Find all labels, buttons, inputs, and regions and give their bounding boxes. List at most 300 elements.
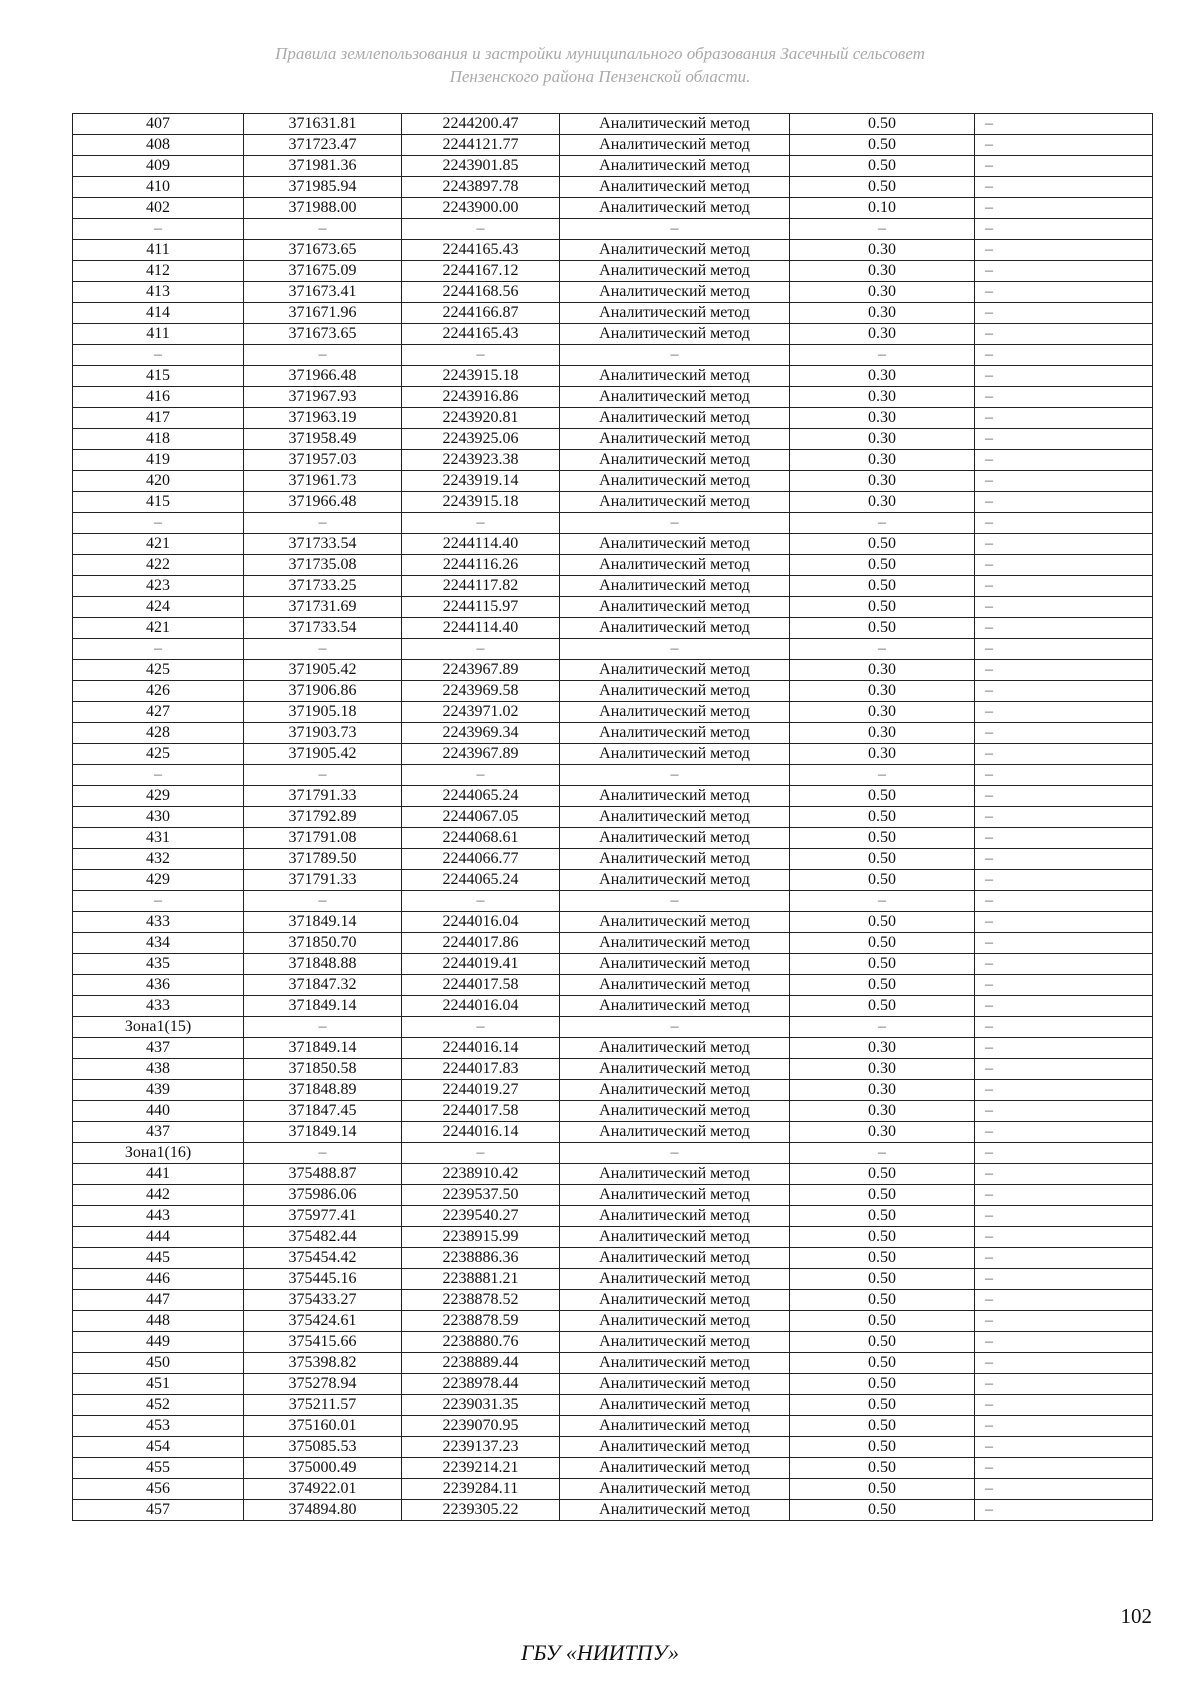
- description-cell: –: [975, 1143, 1153, 1164]
- y-coordinate-cell: 2244019.41: [402, 954, 560, 975]
- method-cell: Аналитический метод: [560, 1437, 790, 1458]
- description-cell: –: [975, 534, 1153, 555]
- description-cell: –: [975, 345, 1153, 366]
- point-number-cell: –: [73, 639, 244, 660]
- table-row: [73, 1458, 1153, 1479]
- y-coordinate-cell: 2244115.97: [402, 597, 560, 618]
- method-cell: Аналитический метод: [560, 1248, 790, 1269]
- method-cell: Аналитический метод: [560, 1458, 790, 1479]
- point-number-cell: 446: [73, 1269, 244, 1290]
- method-cell: Аналитический метод: [560, 744, 790, 765]
- x-coordinate-cell: 371849.14: [244, 996, 402, 1017]
- point-number-cell: 433: [73, 912, 244, 933]
- table-row: [73, 1164, 1153, 1185]
- description-cell: –: [975, 744, 1153, 765]
- precision-cell: 0.50: [790, 1269, 975, 1290]
- x-coordinate-cell: 371671.96: [244, 303, 402, 324]
- method-cell: Аналитический метод: [560, 597, 790, 618]
- precision-cell: 0.30: [790, 1038, 975, 1059]
- x-coordinate-cell: 374894.80: [244, 1500, 402, 1521]
- point-number-cell: 410: [73, 177, 244, 198]
- x-coordinate-cell: 371847.45: [244, 1101, 402, 1122]
- table-row: [73, 408, 1153, 429]
- description-cell: –: [975, 282, 1153, 303]
- y-coordinate-cell: 2244117.82: [402, 576, 560, 597]
- table-row: [73, 387, 1153, 408]
- method-cell: Аналитический метод: [560, 1206, 790, 1227]
- y-coordinate-cell: 2238878.59: [402, 1311, 560, 1332]
- description-cell: –: [975, 1500, 1153, 1521]
- point-number-cell: 442: [73, 1185, 244, 1206]
- point-number-cell: 440: [73, 1101, 244, 1122]
- description-cell: –: [975, 1374, 1153, 1395]
- y-coordinate-cell: 2244168.56: [402, 282, 560, 303]
- precision-cell: 0.50: [790, 1185, 975, 1206]
- point-number-cell: 408: [73, 135, 244, 156]
- precision-cell: 0.50: [790, 912, 975, 933]
- point-number-cell: 432: [73, 849, 244, 870]
- description-cell: –: [975, 387, 1153, 408]
- table-row: [73, 1227, 1153, 1248]
- header-line-2: Пензенского района Пензенской области.: [449, 67, 751, 86]
- precision-cell: 0.30: [790, 387, 975, 408]
- x-coordinate-cell: 371847.32: [244, 975, 402, 996]
- y-coordinate-cell: 2239540.27: [402, 1206, 560, 1227]
- description-cell: –: [975, 660, 1153, 681]
- y-coordinate-cell: 2244165.43: [402, 240, 560, 261]
- table-row: [73, 1290, 1153, 1311]
- table-row: [73, 261, 1153, 282]
- method-cell: Аналитический метод: [560, 576, 790, 597]
- x-coordinate-cell: 371957.03: [244, 450, 402, 471]
- description-cell: –: [975, 975, 1153, 996]
- method-cell: Аналитический метод: [560, 534, 790, 555]
- y-coordinate-cell: 2238889.44: [402, 1353, 560, 1374]
- table-row: [73, 891, 1153, 912]
- method-cell: Аналитический метод: [560, 366, 790, 387]
- precision-cell: 0.30: [790, 450, 975, 471]
- y-coordinate-cell: 2244121.77: [402, 135, 560, 156]
- table-row: [73, 492, 1153, 513]
- header-line-1: Правила землепользования и застройки муниципального образования Засечный сельсовет: [275, 44, 925, 63]
- description-cell: –: [975, 555, 1153, 576]
- method-cell: Аналитический метод: [560, 870, 790, 891]
- table-row: [73, 1017, 1153, 1038]
- point-number-cell: 451: [73, 1374, 244, 1395]
- y-coordinate-cell: 2239305.22: [402, 1500, 560, 1521]
- method-cell: Аналитический метод: [560, 786, 790, 807]
- description-cell: –: [975, 429, 1153, 450]
- x-coordinate-cell: 371723.47: [244, 135, 402, 156]
- x-coordinate-cell: 371849.14: [244, 1038, 402, 1059]
- y-coordinate-cell: 2244067.05: [402, 807, 560, 828]
- method-cell: –: [560, 513, 790, 534]
- method-cell: Аналитический метод: [560, 996, 790, 1017]
- y-coordinate-cell: 2239137.23: [402, 1437, 560, 1458]
- x-coordinate-cell: 375977.41: [244, 1206, 402, 1227]
- table-row: [73, 555, 1153, 576]
- y-coordinate-cell: 2238881.21: [402, 1269, 560, 1290]
- y-coordinate-cell: 2244165.43: [402, 324, 560, 345]
- x-coordinate-cell: 371988.00: [244, 198, 402, 219]
- y-coordinate-cell: 2239537.50: [402, 1185, 560, 1206]
- x-coordinate-cell: 375211.57: [244, 1395, 402, 1416]
- y-coordinate-cell: 2244116.26: [402, 555, 560, 576]
- x-coordinate-cell: 371849.14: [244, 912, 402, 933]
- precision-cell: 0.30: [790, 723, 975, 744]
- method-cell: Аналитический метод: [560, 702, 790, 723]
- table-row: [73, 450, 1153, 471]
- y-coordinate-cell: 2244016.04: [402, 912, 560, 933]
- method-cell: –: [560, 1143, 790, 1164]
- y-coordinate-cell: 2244017.58: [402, 1101, 560, 1122]
- precision-cell: 0.50: [790, 1395, 975, 1416]
- y-coordinate-cell: 2238880.76: [402, 1332, 560, 1353]
- description-cell: –: [975, 513, 1153, 534]
- method-cell: Аналитический метод: [560, 282, 790, 303]
- table-row: [73, 849, 1153, 870]
- point-number-cell: 433: [73, 996, 244, 1017]
- method-cell: Аналитический метод: [560, 198, 790, 219]
- point-number-cell: 424: [73, 597, 244, 618]
- table-row: [73, 1206, 1153, 1227]
- x-coordinate-cell: –: [244, 345, 402, 366]
- y-coordinate-cell: –: [402, 513, 560, 534]
- y-coordinate-cell: –: [402, 891, 560, 912]
- point-number-cell: 450: [73, 1353, 244, 1374]
- y-coordinate-cell: 2239070.95: [402, 1416, 560, 1437]
- method-cell: Аналитический метод: [560, 1416, 790, 1437]
- y-coordinate-cell: 2239284.11: [402, 1479, 560, 1500]
- x-coordinate-cell: 371733.25: [244, 576, 402, 597]
- point-number-cell: 434: [73, 933, 244, 954]
- description-cell: –: [975, 891, 1153, 912]
- y-coordinate-cell: –: [402, 639, 560, 660]
- table-row: [73, 744, 1153, 765]
- precision-cell: 0.50: [790, 534, 975, 555]
- description-cell: –: [975, 1269, 1153, 1290]
- x-coordinate-cell: –: [244, 219, 402, 240]
- y-coordinate-cell: –: [402, 765, 560, 786]
- point-number-cell: 439: [73, 1080, 244, 1101]
- description-cell: –: [975, 1311, 1153, 1332]
- precision-cell: 0.50: [790, 1227, 975, 1248]
- x-coordinate-cell: –: [244, 765, 402, 786]
- y-coordinate-cell: 2243897.78: [402, 177, 560, 198]
- x-coordinate-cell: 375433.27: [244, 1290, 402, 1311]
- x-coordinate-cell: 371848.89: [244, 1080, 402, 1101]
- y-coordinate-cell: 2244016.04: [402, 996, 560, 1017]
- x-coordinate-cell: 375415.66: [244, 1332, 402, 1353]
- description-cell: –: [975, 1038, 1153, 1059]
- x-coordinate-cell: 371733.54: [244, 618, 402, 639]
- description-cell: –: [975, 1101, 1153, 1122]
- table-row: [73, 1479, 1153, 1500]
- y-coordinate-cell: 2244065.24: [402, 786, 560, 807]
- y-coordinate-cell: 2244114.40: [402, 534, 560, 555]
- description-cell: –: [975, 681, 1153, 702]
- precision-cell: 0.30: [790, 471, 975, 492]
- y-coordinate-cell: 2243919.14: [402, 471, 560, 492]
- x-coordinate-cell: 371966.48: [244, 366, 402, 387]
- description-cell: –: [975, 1437, 1153, 1458]
- point-number-cell: 437: [73, 1038, 244, 1059]
- x-coordinate-cell: 371966.48: [244, 492, 402, 513]
- precision-cell: 0.30: [790, 261, 975, 282]
- point-number-cell: –: [73, 219, 244, 240]
- point-number-cell: 428: [73, 723, 244, 744]
- table-row: [73, 1101, 1153, 1122]
- method-cell: –: [560, 219, 790, 240]
- point-number-cell: 412: [73, 261, 244, 282]
- method-cell: Аналитический метод: [560, 1290, 790, 1311]
- document-header: [0, 42, 1200, 88]
- x-coordinate-cell: 371967.93: [244, 387, 402, 408]
- y-coordinate-cell: 2244017.86: [402, 933, 560, 954]
- method-cell: Аналитический метод: [560, 828, 790, 849]
- table-row: [73, 429, 1153, 450]
- y-coordinate-cell: 2238878.52: [402, 1290, 560, 1311]
- table-row: [73, 996, 1153, 1017]
- point-number-cell: –: [73, 765, 244, 786]
- description-cell: –: [975, 1290, 1153, 1311]
- point-number-cell: 429: [73, 786, 244, 807]
- method-cell: Аналитический метод: [560, 1500, 790, 1521]
- point-number-cell: 436: [73, 975, 244, 996]
- description-cell: –: [975, 870, 1153, 891]
- precision-cell: –: [790, 345, 975, 366]
- table-row: [73, 114, 1153, 135]
- table-row: [73, 702, 1153, 723]
- table-row: [73, 534, 1153, 555]
- table-row: [73, 1269, 1153, 1290]
- precision-cell: 0.50: [790, 975, 975, 996]
- precision-cell: 0.50: [790, 156, 975, 177]
- precision-cell: 0.50: [790, 1164, 975, 1185]
- description-cell: –: [975, 1164, 1153, 1185]
- method-cell: Аналитический метод: [560, 1353, 790, 1374]
- method-cell: Аналитический метод: [560, 387, 790, 408]
- y-coordinate-cell: 2244167.12: [402, 261, 560, 282]
- method-cell: Аналитический метод: [560, 492, 790, 513]
- y-coordinate-cell: 2244019.27: [402, 1080, 560, 1101]
- table-row: [73, 618, 1153, 639]
- x-coordinate-cell: 371789.50: [244, 849, 402, 870]
- description-cell: –: [975, 408, 1153, 429]
- y-coordinate-cell: 2244066.77: [402, 849, 560, 870]
- precision-cell: 0.30: [790, 660, 975, 681]
- point-number-cell: 449: [73, 1332, 244, 1353]
- x-coordinate-cell: 375278.94: [244, 1374, 402, 1395]
- x-coordinate-cell: 375482.44: [244, 1227, 402, 1248]
- table-row: [73, 639, 1153, 660]
- x-coordinate-cell: 375454.42: [244, 1248, 402, 1269]
- method-cell: Аналитический метод: [560, 912, 790, 933]
- table-row: [73, 576, 1153, 597]
- method-cell: Аналитический метод: [560, 1395, 790, 1416]
- description-cell: –: [975, 1353, 1153, 1374]
- y-coordinate-cell: 2243967.89: [402, 660, 560, 681]
- description-cell: –: [975, 114, 1153, 135]
- method-cell: Аналитический метод: [560, 618, 790, 639]
- method-cell: Аналитический метод: [560, 975, 790, 996]
- table-row: [73, 975, 1153, 996]
- method-cell: Аналитический метод: [560, 723, 790, 744]
- precision-cell: 0.50: [790, 576, 975, 597]
- description-cell: –: [975, 1248, 1153, 1269]
- point-number-cell: 454: [73, 1437, 244, 1458]
- method-cell: Аналитический метод: [560, 429, 790, 450]
- method-cell: Аналитический метод: [560, 660, 790, 681]
- point-number-cell: 419: [73, 450, 244, 471]
- description-cell: –: [975, 156, 1153, 177]
- x-coordinate-cell: 371905.18: [244, 702, 402, 723]
- table-row: [73, 765, 1153, 786]
- point-number-cell: 456: [73, 1479, 244, 1500]
- method-cell: Аналитический метод: [560, 156, 790, 177]
- description-cell: –: [975, 849, 1153, 870]
- precision-cell: 0.30: [790, 1059, 975, 1080]
- point-number-cell: 437: [73, 1122, 244, 1143]
- x-coordinate-cell: 375424.61: [244, 1311, 402, 1332]
- x-coordinate-cell: 375986.06: [244, 1185, 402, 1206]
- y-coordinate-cell: –: [402, 1143, 560, 1164]
- precision-cell: 0.50: [790, 1206, 975, 1227]
- y-coordinate-cell: 2243920.81: [402, 408, 560, 429]
- point-number-cell: 407: [73, 114, 244, 135]
- table-row: [73, 282, 1153, 303]
- precision-cell: –: [790, 219, 975, 240]
- table-row: [73, 1038, 1153, 1059]
- precision-cell: 0.30: [790, 408, 975, 429]
- method-cell: Аналитический метод: [560, 450, 790, 471]
- description-cell: –: [975, 765, 1153, 786]
- point-number-cell: 452: [73, 1395, 244, 1416]
- table-row: [73, 786, 1153, 807]
- method-cell: –: [560, 639, 790, 660]
- table-row: [73, 1395, 1153, 1416]
- point-number-cell: 411: [73, 324, 244, 345]
- table-row: [73, 1437, 1153, 1458]
- point-number-cell: 414: [73, 303, 244, 324]
- y-coordinate-cell: 2243901.85: [402, 156, 560, 177]
- point-number-cell: 455: [73, 1458, 244, 1479]
- precision-cell: 0.10: [790, 198, 975, 219]
- precision-cell: –: [790, 765, 975, 786]
- x-coordinate-cell: –: [244, 1143, 402, 1164]
- y-coordinate-cell: 2243969.58: [402, 681, 560, 702]
- x-coordinate-cell: 371850.58: [244, 1059, 402, 1080]
- x-coordinate-cell: 371673.41: [244, 282, 402, 303]
- y-coordinate-cell: –: [402, 345, 560, 366]
- point-number-cell: 409: [73, 156, 244, 177]
- method-cell: Аналитический метод: [560, 1185, 790, 1206]
- description-cell: –: [975, 828, 1153, 849]
- description-cell: –: [975, 597, 1153, 618]
- precision-cell: 0.50: [790, 1332, 975, 1353]
- x-coordinate-cell: 371848.88: [244, 954, 402, 975]
- table-row: [73, 870, 1153, 891]
- point-number-cell: 438: [73, 1059, 244, 1080]
- table-row: [73, 1374, 1153, 1395]
- precision-cell: –: [790, 1017, 975, 1038]
- y-coordinate-cell: 2244017.58: [402, 975, 560, 996]
- y-coordinate-cell: 2244166.87: [402, 303, 560, 324]
- method-cell: Аналитический метод: [560, 1332, 790, 1353]
- table-row: [73, 303, 1153, 324]
- method-cell: Аналитический метод: [560, 1227, 790, 1248]
- y-coordinate-cell: –: [402, 219, 560, 240]
- table-row: [73, 954, 1153, 975]
- description-cell: –: [975, 912, 1153, 933]
- point-number-cell: 457: [73, 1500, 244, 1521]
- method-cell: Аналитический метод: [560, 1038, 790, 1059]
- method-cell: Аналитический метод: [560, 849, 790, 870]
- description-cell: –: [975, 135, 1153, 156]
- description-cell: –: [975, 618, 1153, 639]
- x-coordinate-cell: 371905.42: [244, 744, 402, 765]
- y-coordinate-cell: 2238886.36: [402, 1248, 560, 1269]
- method-cell: Аналитический метод: [560, 1269, 790, 1290]
- point-number-cell: 448: [73, 1311, 244, 1332]
- point-number-cell: 445: [73, 1248, 244, 1269]
- description-cell: –: [975, 1059, 1153, 1080]
- method-cell: Аналитический метод: [560, 954, 790, 975]
- x-coordinate-cell: –: [244, 513, 402, 534]
- point-number-cell: 435: [73, 954, 244, 975]
- table-row: [73, 366, 1153, 387]
- point-number-cell: 423: [73, 576, 244, 597]
- table-row: [73, 1332, 1153, 1353]
- description-cell: –: [975, 786, 1153, 807]
- y-coordinate-cell: 2244017.83: [402, 1059, 560, 1080]
- table-row: [73, 723, 1153, 744]
- precision-cell: 0.30: [790, 1080, 975, 1101]
- description-cell: –: [975, 219, 1153, 240]
- precision-cell: 0.50: [790, 1353, 975, 1374]
- method-cell: Аналитический метод: [560, 555, 790, 576]
- precision-cell: 0.30: [790, 366, 975, 387]
- table-row: [73, 1122, 1153, 1143]
- y-coordinate-cell: 2243916.86: [402, 387, 560, 408]
- x-coordinate-cell: –: [244, 1017, 402, 1038]
- table-row: [73, 681, 1153, 702]
- description-cell: –: [975, 576, 1153, 597]
- precision-cell: 0.30: [790, 492, 975, 513]
- description-cell: –: [975, 366, 1153, 387]
- y-coordinate-cell: 2243967.89: [402, 744, 560, 765]
- description-cell: –: [975, 1395, 1153, 1416]
- point-number-cell: 430: [73, 807, 244, 828]
- precision-cell: –: [790, 639, 975, 660]
- precision-cell: 0.30: [790, 1101, 975, 1122]
- y-coordinate-cell: 2238910.42: [402, 1164, 560, 1185]
- table-row: [73, 1080, 1153, 1101]
- point-number-cell: –: [73, 345, 244, 366]
- method-cell: Аналитический метод: [560, 471, 790, 492]
- y-coordinate-cell: 2243923.38: [402, 450, 560, 471]
- y-coordinate-cell: 2243925.06: [402, 429, 560, 450]
- point-number-cell: 416: [73, 387, 244, 408]
- table-row: [73, 240, 1153, 261]
- method-cell: –: [560, 765, 790, 786]
- point-number-cell: 417: [73, 408, 244, 429]
- description-cell: –: [975, 1017, 1153, 1038]
- x-coordinate-cell: 371905.42: [244, 660, 402, 681]
- point-number-cell: 418: [73, 429, 244, 450]
- description-cell: –: [975, 1080, 1153, 1101]
- point-number-cell: 443: [73, 1206, 244, 1227]
